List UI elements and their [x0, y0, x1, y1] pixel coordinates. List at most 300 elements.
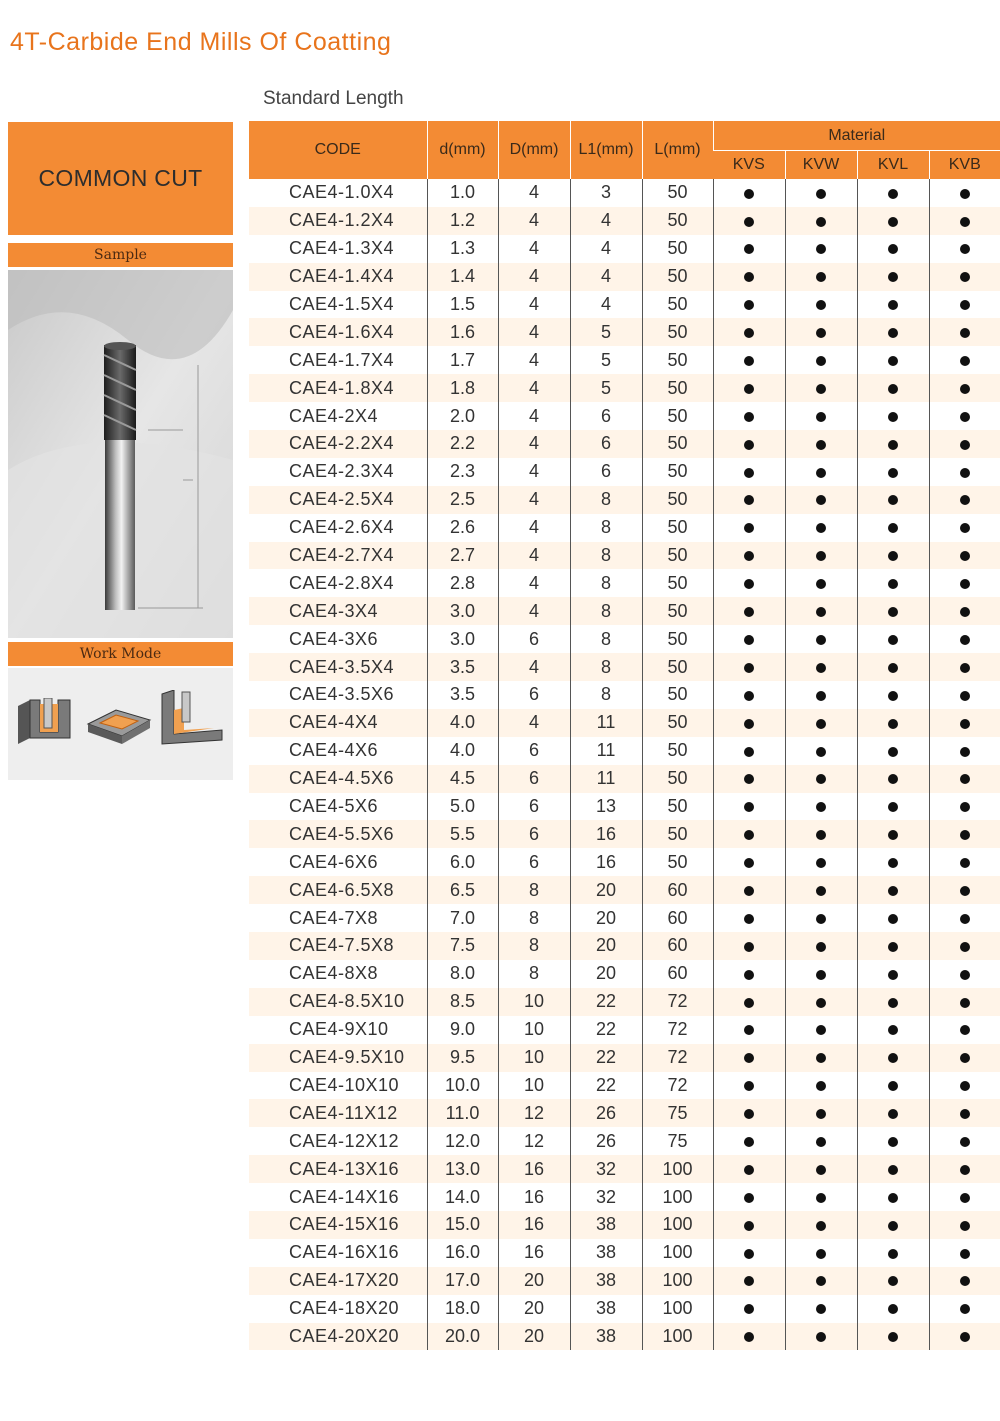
availability-dot-icon [960, 384, 970, 394]
col-header-d: d(mm) [427, 121, 498, 179]
L-cell: 50 [642, 765, 713, 793]
availability-dot-icon [744, 1249, 754, 1259]
col-header-code: CODE [249, 121, 427, 179]
material-cell [713, 235, 785, 263]
availability-dot-icon [888, 356, 898, 366]
code-cell: CAE4-2.7X4 [249, 542, 427, 570]
d-cell: 16.0 [427, 1239, 498, 1267]
availability-dot-icon [888, 551, 898, 561]
d-cell: 1.0 [427, 179, 498, 207]
slot-milling-icon [16, 698, 82, 746]
table-row [249, 486, 1000, 514]
L1-cell: 6 [570, 402, 642, 430]
code-cell: CAE4-4.5X6 [249, 765, 427, 793]
L-cell: 72 [642, 1072, 713, 1100]
d-cell: 4.0 [427, 709, 498, 737]
availability-dot-icon [744, 1193, 754, 1203]
D-cell: 6 [498, 820, 570, 848]
material-cell [785, 1072, 857, 1100]
availability-dot-icon [816, 1025, 826, 1035]
availability-dot-icon [960, 1081, 970, 1091]
availability-dot-icon [744, 1165, 754, 1175]
d-cell: 13.0 [427, 1155, 498, 1183]
availability-dot-icon [960, 412, 970, 422]
code-cell: CAE4-1.2X4 [249, 207, 427, 235]
table-row [249, 988, 1000, 1016]
availability-dot-icon [960, 774, 970, 784]
L1-cell: 8 [570, 569, 642, 597]
availability-dot-icon [816, 607, 826, 617]
D-cell: 4 [498, 263, 570, 291]
d-cell: 11.0 [427, 1099, 498, 1127]
material-cell [713, 207, 785, 235]
table-row [249, 569, 1000, 597]
material-cell [857, 207, 929, 235]
L-cell: 50 [642, 374, 713, 402]
material-cell [929, 1267, 1000, 1295]
material-cell [713, 458, 785, 486]
d-cell: 1.7 [427, 346, 498, 374]
L-cell: 72 [642, 1044, 713, 1072]
L-cell: 50 [642, 179, 713, 207]
availability-dot-icon [888, 1304, 898, 1314]
material-cell [785, 346, 857, 374]
material-cell [929, 318, 1000, 346]
material-cell [713, 374, 785, 402]
material-cell [929, 1323, 1000, 1351]
code-cell: CAE4-6.5X8 [249, 876, 427, 904]
L-cell: 100 [642, 1295, 713, 1323]
d-cell: 1.8 [427, 374, 498, 402]
table-row [249, 1072, 1000, 1100]
availability-dot-icon [816, 1276, 826, 1286]
material-cell [857, 1323, 929, 1351]
table-row [249, 1016, 1000, 1044]
d-cell: 5.0 [427, 793, 498, 821]
material-cell [785, 1211, 857, 1239]
table-row [249, 1099, 1000, 1127]
table-row [249, 820, 1000, 848]
material-cell [713, 430, 785, 458]
material-cell [785, 904, 857, 932]
material-cell [929, 820, 1000, 848]
material-cell [929, 291, 1000, 319]
L1-cell: 5 [570, 374, 642, 402]
d-cell: 2.3 [427, 458, 498, 486]
availability-dot-icon [888, 635, 898, 645]
L-cell: 100 [642, 1239, 713, 1267]
L1-cell: 11 [570, 709, 642, 737]
table-row [249, 904, 1000, 932]
code-cell: CAE4-15X16 [249, 1211, 427, 1239]
D-cell: 16 [498, 1239, 570, 1267]
material-cell [857, 793, 929, 821]
availability-dot-icon [816, 1137, 826, 1147]
d-cell: 3.0 [427, 625, 498, 653]
table-row [249, 932, 1000, 960]
material-cell [713, 1267, 785, 1295]
availability-dot-icon [744, 523, 754, 533]
D-cell: 8 [498, 876, 570, 904]
code-cell: CAE4-3.5X4 [249, 653, 427, 681]
availability-dot-icon [960, 523, 970, 533]
material-cell [785, 848, 857, 876]
availability-dot-icon [816, 1249, 826, 1259]
material-cell [929, 542, 1000, 570]
availability-dot-icon [960, 1332, 970, 1342]
code-cell: CAE4-16X16 [249, 1239, 427, 1267]
availability-dot-icon [816, 1081, 826, 1091]
availability-dot-icon [744, 412, 754, 422]
availability-dot-icon [888, 523, 898, 533]
L-cell: 50 [642, 514, 713, 542]
d-cell: 1.5 [427, 291, 498, 319]
col-header-kvl: KVL [857, 151, 929, 180]
availability-dot-icon [744, 970, 754, 980]
availability-dot-icon [888, 495, 898, 505]
d-cell: 1.3 [427, 235, 498, 263]
availability-dot-icon [960, 691, 970, 701]
col-header-kvs: KVS [713, 151, 785, 180]
d-cell: 3.5 [427, 653, 498, 681]
availability-dot-icon [816, 384, 826, 394]
availability-dot-icon [816, 886, 826, 896]
material-cell [785, 625, 857, 653]
d-cell: 6.0 [427, 848, 498, 876]
availability-dot-icon [888, 970, 898, 980]
L1-cell: 22 [570, 1044, 642, 1072]
availability-dot-icon [744, 635, 754, 645]
d-cell: 3.0 [427, 597, 498, 625]
L-cell: 50 [642, 207, 713, 235]
material-cell [713, 346, 785, 374]
availability-dot-icon [744, 802, 754, 812]
availability-dot-icon [744, 440, 754, 450]
L-cell: 60 [642, 932, 713, 960]
D-cell: 16 [498, 1155, 570, 1183]
material-cell [857, 1183, 929, 1211]
material-cell [857, 291, 929, 319]
col-header-L1: L1(mm) [570, 121, 642, 179]
D-cell: 6 [498, 793, 570, 821]
L1-cell: 32 [570, 1155, 642, 1183]
material-cell [929, 793, 1000, 821]
table-row [249, 597, 1000, 625]
L1-cell: 22 [570, 1072, 642, 1100]
material-cell [929, 904, 1000, 932]
material-cell [713, 291, 785, 319]
availability-dot-icon [960, 244, 970, 254]
material-cell [785, 1239, 857, 1267]
availability-dot-icon [888, 607, 898, 617]
L-cell: 100 [642, 1155, 713, 1183]
availability-dot-icon [960, 468, 970, 478]
material-cell [929, 653, 1000, 681]
material-cell [857, 458, 929, 486]
code-cell: CAE4-4X6 [249, 737, 427, 765]
material-cell [713, 1183, 785, 1211]
availability-dot-icon [816, 1109, 826, 1119]
d-cell: 3.5 [427, 681, 498, 709]
D-cell: 4 [498, 458, 570, 486]
material-cell [785, 542, 857, 570]
L-cell: 50 [642, 235, 713, 263]
d-cell: 5.5 [427, 820, 498, 848]
subtitle: Standard Length [263, 88, 404, 109]
L-cell: 50 [642, 709, 713, 737]
availability-dot-icon [960, 607, 970, 617]
L1-cell: 26 [570, 1127, 642, 1155]
availability-dot-icon [960, 635, 970, 645]
code-cell: CAE4-5.5X6 [249, 820, 427, 848]
material-cell [929, 681, 1000, 709]
L1-cell: 8 [570, 625, 642, 653]
availability-dot-icon [744, 1304, 754, 1314]
availability-dot-icon [888, 942, 898, 952]
code-cell: CAE4-7X8 [249, 904, 427, 932]
material-cell [785, 1267, 857, 1295]
material-cell [929, 1099, 1000, 1127]
L1-cell: 6 [570, 458, 642, 486]
availability-dot-icon [744, 1053, 754, 1063]
availability-dot-icon [888, 747, 898, 757]
availability-dot-icon [888, 189, 898, 199]
table-row [249, 1295, 1000, 1323]
material-cell [857, 1155, 929, 1183]
col-header-material: Material [713, 121, 1000, 151]
material-cell [857, 904, 929, 932]
d-cell: 10.0 [427, 1072, 498, 1100]
availability-dot-icon [960, 579, 970, 589]
table-row [249, 681, 1000, 709]
code-cell: CAE4-5X6 [249, 793, 427, 821]
material-cell [929, 346, 1000, 374]
material-cell [857, 514, 929, 542]
material-cell [713, 569, 785, 597]
availability-dot-icon [816, 830, 826, 840]
material-cell [785, 1295, 857, 1323]
table-row [249, 458, 1000, 486]
availability-dot-icon [744, 244, 754, 254]
code-cell: CAE4-3X4 [249, 597, 427, 625]
side-milling-icon [158, 690, 224, 746]
table-row [249, 737, 1000, 765]
material-cell [857, 346, 929, 374]
D-cell: 10 [498, 1044, 570, 1072]
availability-dot-icon [816, 970, 826, 980]
D-cell: 4 [498, 291, 570, 319]
material-cell [857, 235, 929, 263]
availability-dot-icon [888, 1332, 898, 1342]
material-cell [857, 625, 929, 653]
material-cell [785, 681, 857, 709]
material-cell [713, 1099, 785, 1127]
material-cell [785, 179, 857, 207]
D-cell: 20 [498, 1323, 570, 1351]
d-cell: 4.5 [427, 765, 498, 793]
d-cell: 1.4 [427, 263, 498, 291]
d-cell: 15.0 [427, 1211, 498, 1239]
availability-dot-icon [744, 830, 754, 840]
code-cell: CAE4-1.8X4 [249, 374, 427, 402]
material-cell [857, 1072, 929, 1100]
L-cell: 50 [642, 318, 713, 346]
availability-dot-icon [816, 440, 826, 450]
pocket-milling-icon [86, 706, 152, 746]
material-cell [929, 458, 1000, 486]
L-cell: 50 [642, 458, 713, 486]
availability-dot-icon [744, 189, 754, 199]
material-cell [929, 1072, 1000, 1100]
material-cell [857, 653, 929, 681]
L1-cell: 20 [570, 876, 642, 904]
work-mode-label: Work Mode [8, 642, 233, 666]
table-row [249, 207, 1000, 235]
availability-dot-icon [960, 1304, 970, 1314]
material-cell [785, 514, 857, 542]
code-cell: CAE4-3X6 [249, 625, 427, 653]
L1-cell: 22 [570, 1016, 642, 1044]
availability-dot-icon [888, 468, 898, 478]
L1-cell: 22 [570, 988, 642, 1016]
availability-dot-icon [960, 1193, 970, 1203]
L1-cell: 20 [570, 960, 642, 988]
table-row [249, 848, 1000, 876]
code-cell: CAE4-9.5X10 [249, 1044, 427, 1072]
availability-dot-icon [816, 244, 826, 254]
L1-cell: 8 [570, 681, 642, 709]
availability-dot-icon [960, 1137, 970, 1147]
material-cell [713, 179, 785, 207]
L1-cell: 11 [570, 765, 642, 793]
availability-dot-icon [744, 1221, 754, 1231]
D-cell: 6 [498, 765, 570, 793]
material-cell [857, 486, 929, 514]
availability-dot-icon [960, 1053, 970, 1063]
table-row [249, 625, 1000, 653]
D-cell: 4 [498, 346, 570, 374]
D-cell: 4 [498, 402, 570, 430]
d-cell: 17.0 [427, 1267, 498, 1295]
code-cell: CAE4-9X10 [249, 1016, 427, 1044]
code-cell: CAE4-2.6X4 [249, 514, 427, 542]
L1-cell: 8 [570, 486, 642, 514]
material-cell [929, 514, 1000, 542]
material-cell [929, 1044, 1000, 1072]
material-cell [857, 1267, 929, 1295]
code-cell: CAE4-12X12 [249, 1127, 427, 1155]
material-cell [929, 235, 1000, 263]
table-row [249, 402, 1000, 430]
d-cell: 6.5 [427, 876, 498, 904]
table-row [249, 542, 1000, 570]
code-cell: CAE4-20X20 [249, 1323, 427, 1351]
availability-dot-icon [744, 1137, 754, 1147]
availability-dot-icon [744, 663, 754, 673]
table-row [249, 430, 1000, 458]
L1-cell: 3 [570, 179, 642, 207]
L-cell: 50 [642, 569, 713, 597]
material-cell [857, 1127, 929, 1155]
material-cell [929, 597, 1000, 625]
D-cell: 8 [498, 960, 570, 988]
material-cell [857, 597, 929, 625]
d-cell: 2.5 [427, 486, 498, 514]
availability-dot-icon [888, 1221, 898, 1231]
material-cell [785, 1099, 857, 1127]
material-cell [713, 709, 785, 737]
L1-cell: 4 [570, 291, 642, 319]
availability-dot-icon [744, 1332, 754, 1342]
L1-cell: 8 [570, 597, 642, 625]
L-cell: 50 [642, 681, 713, 709]
material-cell [713, 988, 785, 1016]
availability-dot-icon [960, 802, 970, 812]
L1-cell: 38 [570, 1295, 642, 1323]
availability-dot-icon [960, 858, 970, 868]
d-cell: 2.2 [427, 430, 498, 458]
code-cell: CAE4-2.2X4 [249, 430, 427, 458]
material-cell [713, 737, 785, 765]
availability-dot-icon [960, 328, 970, 338]
table-row [249, 346, 1000, 374]
L-cell: 50 [642, 291, 713, 319]
L1-cell: 4 [570, 235, 642, 263]
availability-dot-icon [888, 1025, 898, 1035]
L1-cell: 4 [570, 263, 642, 291]
L-cell: 75 [642, 1127, 713, 1155]
availability-dot-icon [816, 998, 826, 1008]
availability-dot-icon [816, 356, 826, 366]
availability-dot-icon [816, 663, 826, 673]
availability-dot-icon [960, 495, 970, 505]
material-cell [785, 709, 857, 737]
L1-cell: 20 [570, 904, 642, 932]
D-cell: 16 [498, 1183, 570, 1211]
material-cell [785, 291, 857, 319]
material-cell [785, 1155, 857, 1183]
material-cell [785, 793, 857, 821]
availability-dot-icon [744, 272, 754, 282]
material-cell [713, 402, 785, 430]
table-row [249, 793, 1000, 821]
availability-dot-icon [816, 468, 826, 478]
material-cell [713, 848, 785, 876]
availability-dot-icon [888, 858, 898, 868]
D-cell: 12 [498, 1099, 570, 1127]
material-cell [857, 876, 929, 904]
D-cell: 4 [498, 569, 570, 597]
material-cell [929, 402, 1000, 430]
material-cell [857, 1295, 929, 1323]
L1-cell: 38 [570, 1323, 642, 1351]
d-cell: 7.0 [427, 904, 498, 932]
availability-dot-icon [888, 1193, 898, 1203]
material-cell [785, 486, 857, 514]
material-cell [929, 848, 1000, 876]
material-cell [713, 1127, 785, 1155]
L-cell: 50 [642, 820, 713, 848]
availability-dot-icon [744, 1025, 754, 1035]
L1-cell: 38 [570, 1267, 642, 1295]
d-cell: 9.0 [427, 1016, 498, 1044]
availability-dot-icon [960, 998, 970, 1008]
availability-dot-icon [816, 551, 826, 561]
col-header-kvb: KVB [929, 151, 1000, 180]
availability-dot-icon [960, 1276, 970, 1286]
material-cell [713, 1323, 785, 1351]
table-row [249, 1239, 1000, 1267]
